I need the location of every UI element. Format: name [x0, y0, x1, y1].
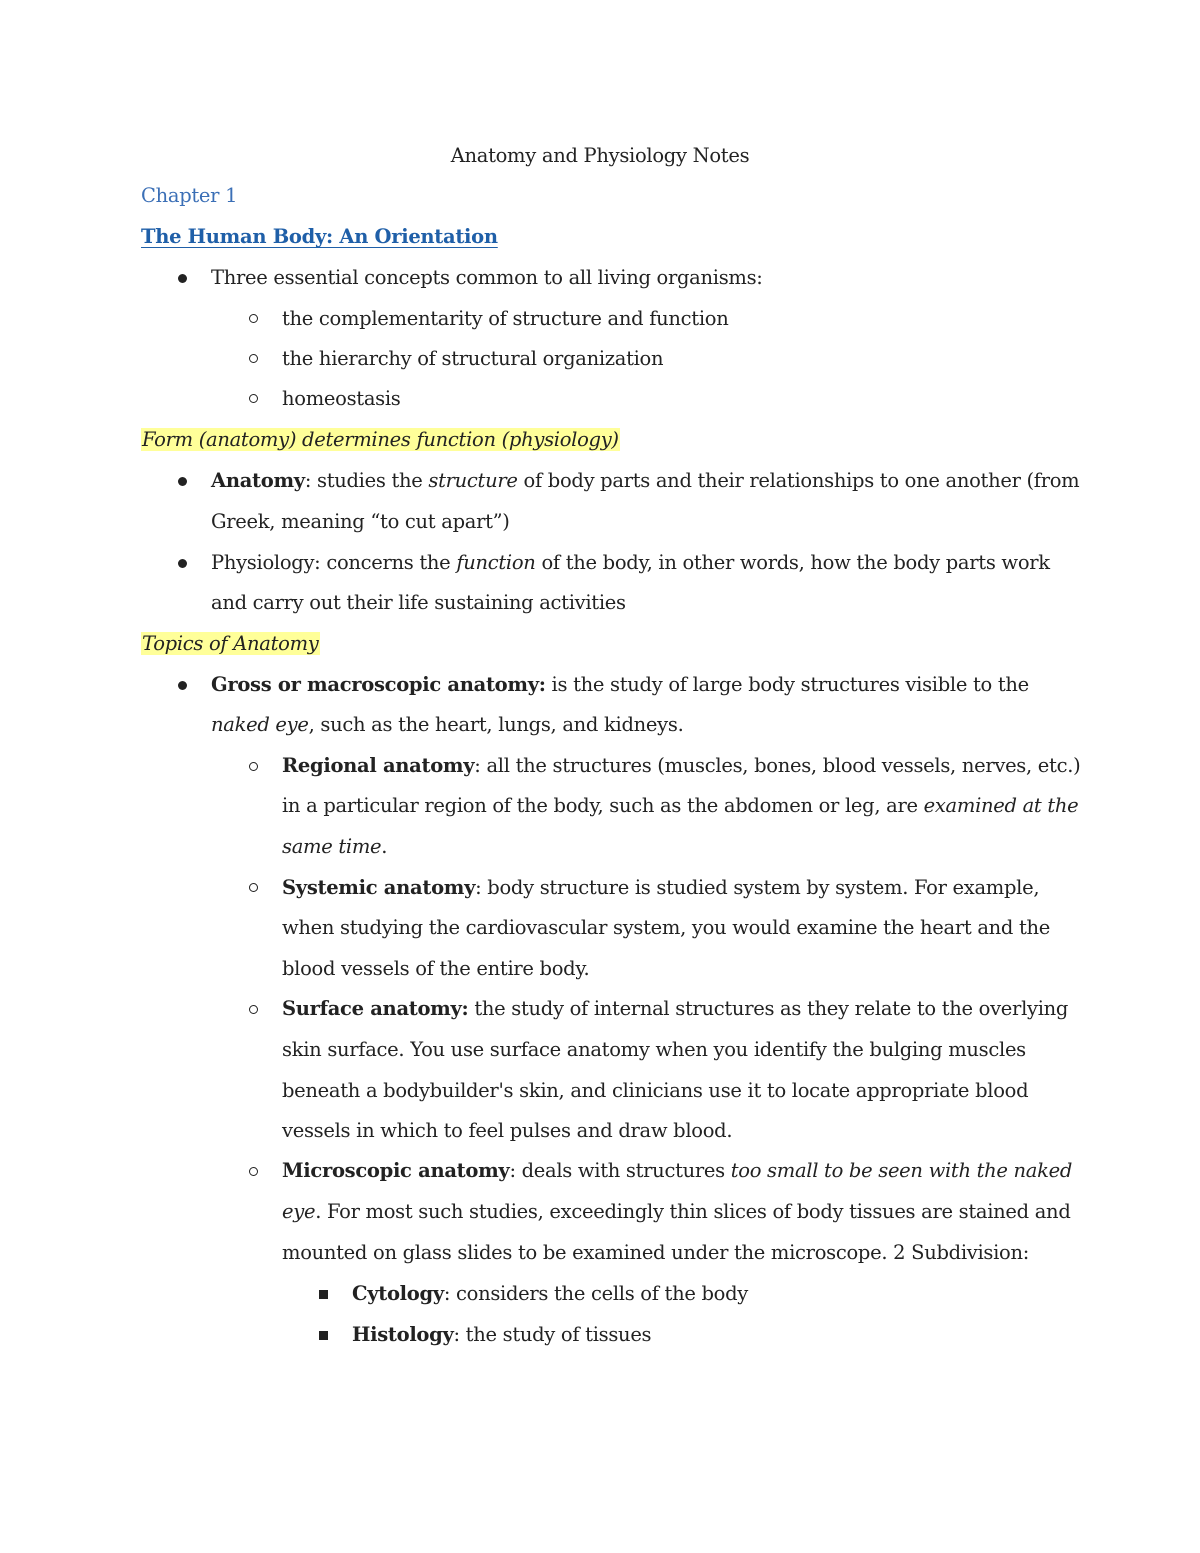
bullet-circle — [249, 762, 258, 771]
bullet-square — [319, 1331, 328, 1340]
microscopic-anatomy-cont: mounted on glass slides to be examined under the microscope. 2 Subdivision: — [282, 1241, 1030, 1264]
anatomy-definition: Anatomy: studies the structure of body parts and their relationships to one another (from — [211, 469, 1080, 492]
topics-heading — [141, 630, 320, 658]
physiology-definition: Physiology: concerns the function of the body, in other words, how the body parts work — [211, 551, 1050, 574]
highlighted-heading: Topics of Anatomy — [142, 632, 319, 655]
gross-anatomy-cont: naked eye, such as the heart, lungs, and kidneys. — [211, 713, 684, 736]
surface-anatomy: Surface anatomy: the study of internal structures as they relate to the overlying — [282, 997, 1069, 1020]
concept-item: the hierarchy of structural organization — [282, 347, 664, 370]
systemic-anatomy-cont: when studying the cardiovascular system, you would examine the heart and the — [282, 916, 1051, 939]
concept-item: the complementarity of structure and function — [282, 307, 729, 330]
surface-anatomy-cont: beneath a bodybuilder's skin, and clinicians use it to locate appropriate blood — [282, 1079, 1029, 1102]
concepts-intro: Three essential concepts common to all living organisms: — [211, 266, 763, 289]
highlighted-heading: Form (anatomy) determines function (physiology) — [142, 428, 619, 451]
bullet-disc — [178, 559, 187, 568]
bullet-disc — [178, 681, 187, 690]
anatomy-definition-cont: Greek, meaning “to cut apart”) — [211, 510, 510, 533]
bullet-disc — [178, 274, 187, 283]
bullet-circle — [249, 394, 258, 403]
bullet-circle — [249, 1005, 258, 1014]
systemic-anatomy: Systemic anatomy: body structure is studied system by system. For example, — [282, 876, 1040, 899]
systemic-anatomy-cont: blood vessels of the entire body. — [282, 957, 590, 980]
gross-anatomy: Gross or macroscopic anatomy: is the study of large body structures visible to the — [211, 673, 1029, 696]
regional-anatomy-cont: in a particular region of the body, such as the abdomen or leg, are examined at the — [282, 794, 1079, 817]
cytology-item: Cytology: considers the cells of the body — [352, 1282, 749, 1305]
concept-item: homeostasis — [282, 387, 401, 410]
bullet-circle — [249, 314, 258, 323]
physiology-definition-cont: and carry out their life sustaining activities — [211, 591, 626, 614]
section-heading: The Human Body: An Orientation — [141, 225, 498, 248]
microscopic-anatomy: Microscopic anatomy: deals with structures too small to be seen with the naked — [282, 1159, 1073, 1182]
term-anatomy: Anatomy — [211, 469, 305, 492]
regional-anatomy: Regional anatomy: all the structures (muscles, bones, blood vessels, nerves, etc.) — [282, 754, 1081, 777]
document-title: Anatomy and Physiology Notes — [450, 144, 750, 167]
microscopic-anatomy-cont: eye. For most such studies, exceedingly thin slices of body tissues are stained and — [282, 1200, 1071, 1223]
histology-item: Histology: the study of tissues — [352, 1323, 652, 1346]
bullet-disc — [178, 477, 187, 486]
form-heading — [141, 426, 620, 454]
bullet-circle — [249, 1167, 258, 1176]
surface-anatomy-cont: vessels in which to feel pulses and draw blood. — [282, 1119, 733, 1142]
bullet-circle — [249, 354, 258, 363]
bullet-circle — [249, 883, 258, 892]
chapter-label: Chapter 1 — [141, 184, 238, 207]
bullet-square — [319, 1290, 328, 1299]
regional-anatomy-cont: same time. — [282, 835, 388, 858]
surface-anatomy-cont: skin surface. You use surface anatomy when you identify the bulging muscles — [282, 1038, 1026, 1061]
